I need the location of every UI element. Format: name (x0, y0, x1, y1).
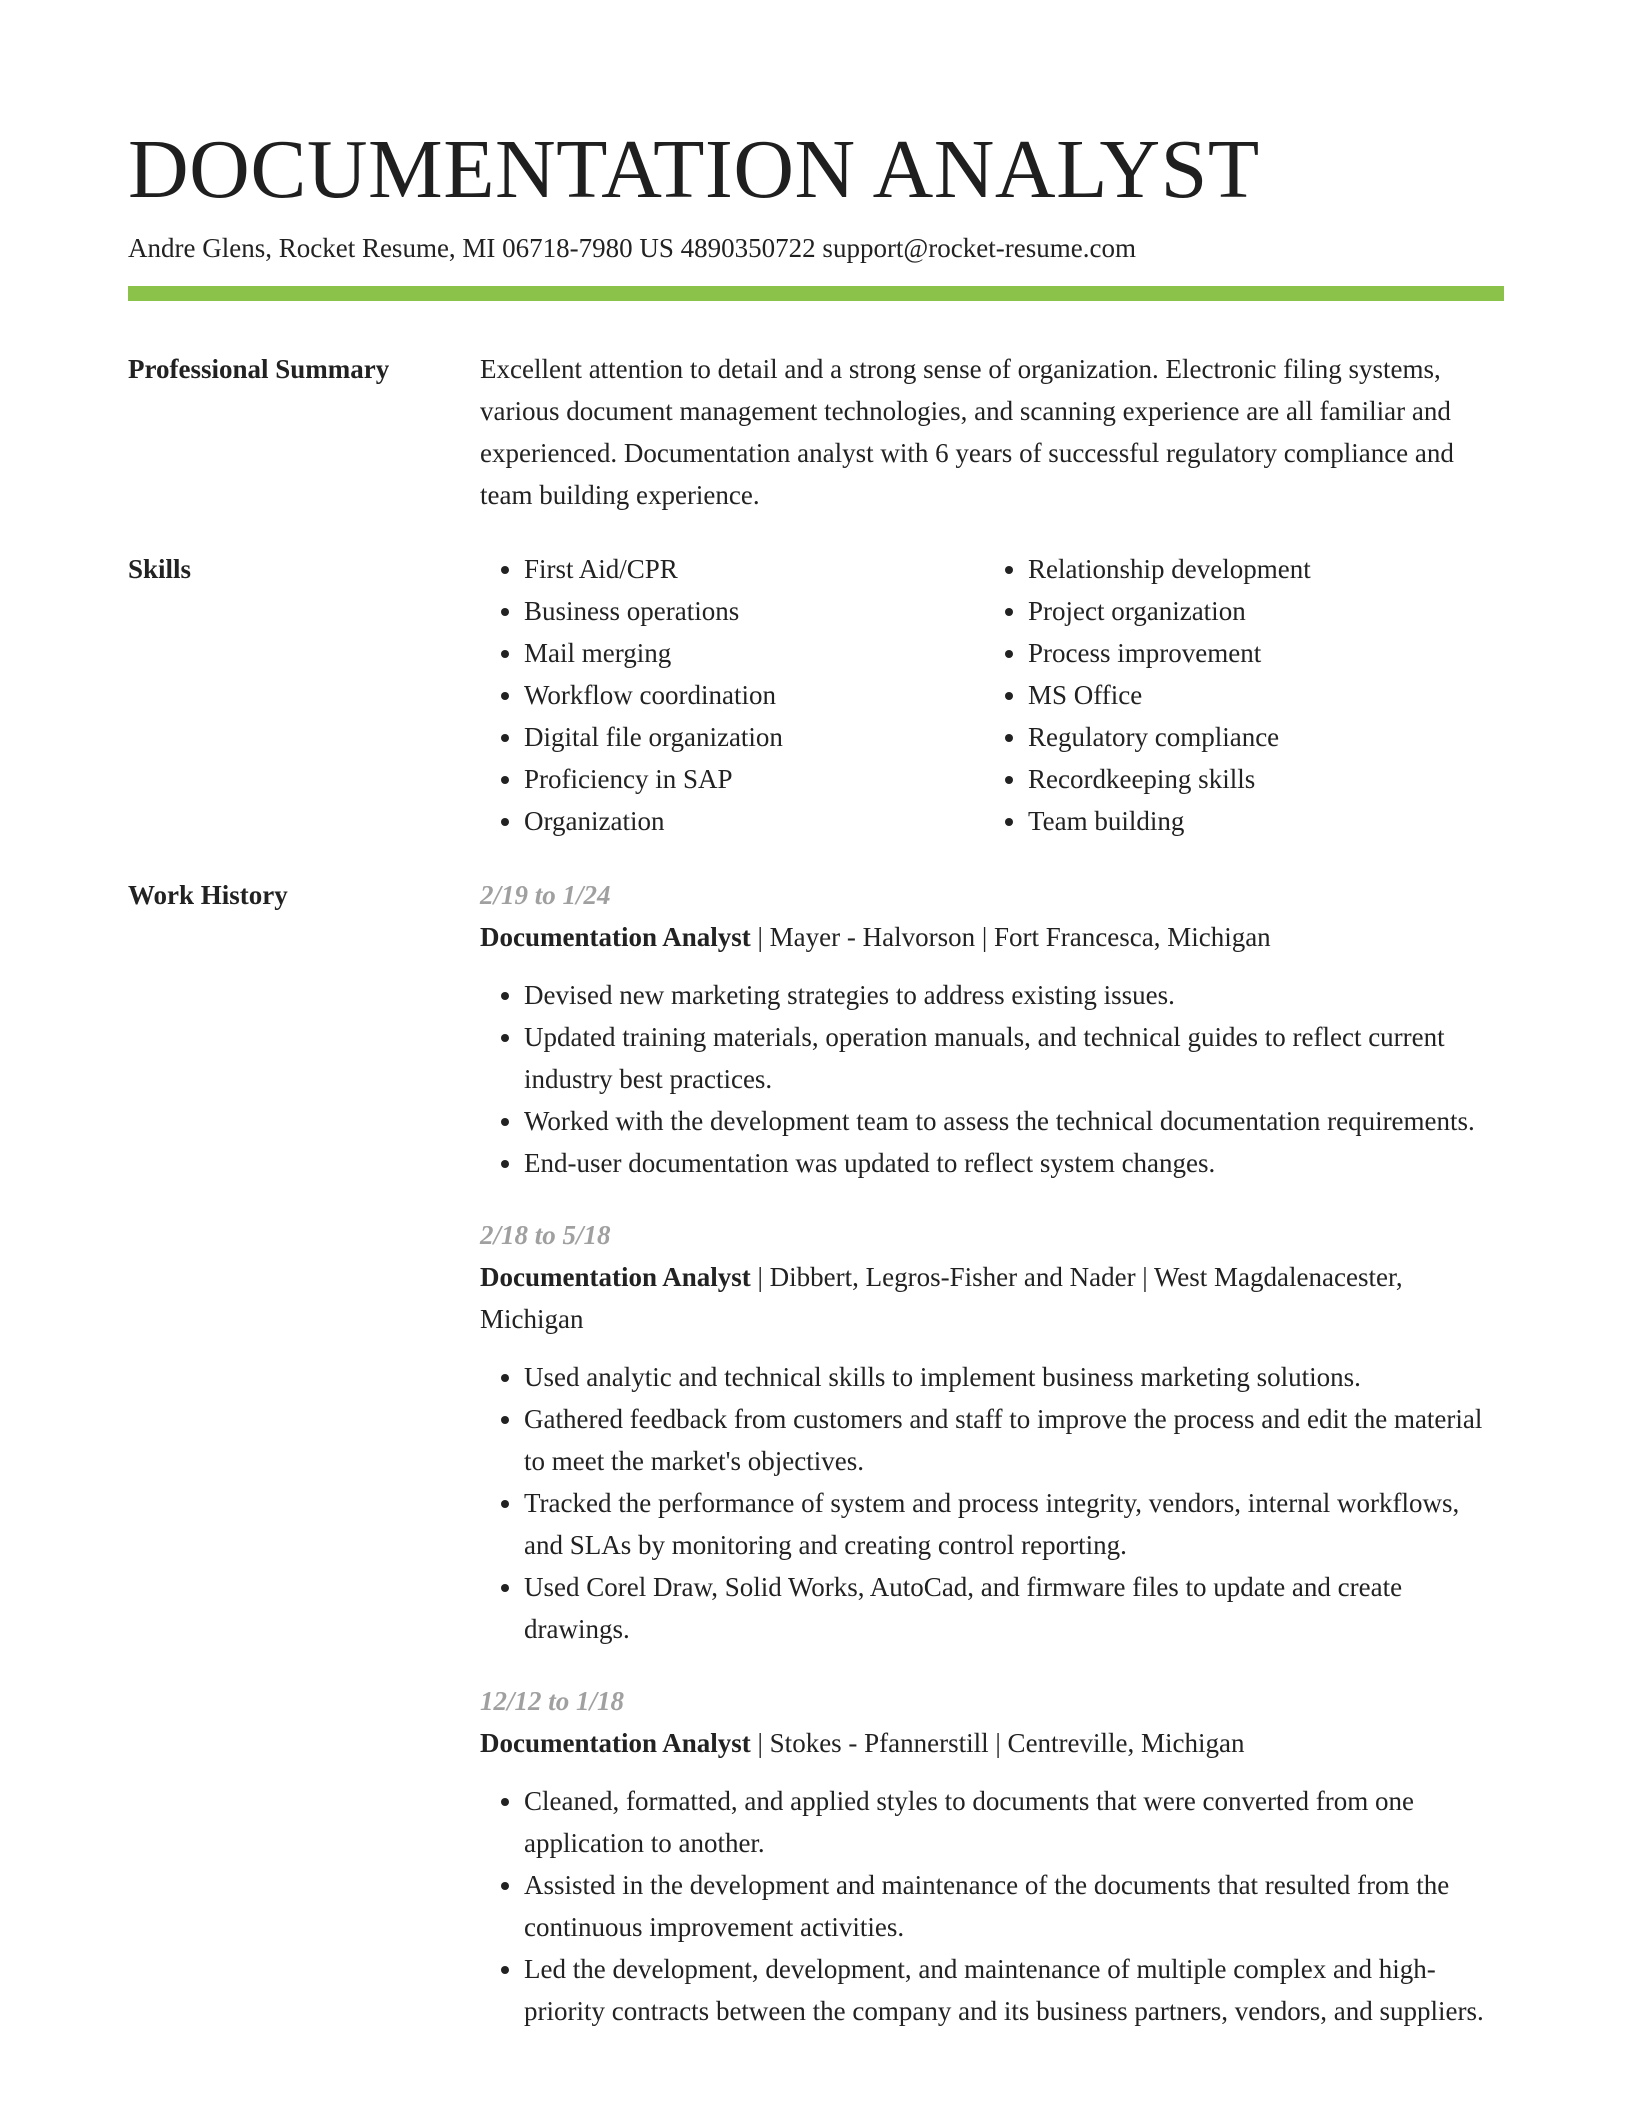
job-bullets (480, 1780, 1504, 2032)
job-details: | Dibbert, Legros-Fisher and Nader | West Magdalenacester, Michigan (480, 1262, 1403, 1334)
skills-list-right (984, 548, 1488, 842)
skill-item: • Process improvement (1028, 632, 1488, 674)
job-title: Documentation Analyst (480, 922, 751, 952)
job-title-line (480, 1722, 1504, 1764)
skill-item: • Regulatory compliance (1028, 716, 1488, 758)
job-details: | Stokes - Pfannerstill | Centreville, Michigan (750, 1728, 1245, 1758)
work-history-body (480, 874, 1504, 2062)
skill-item: • Mail merging (524, 632, 984, 674)
resume-title: DOCUMENTATION ANALYST (128, 123, 1260, 216)
job-title: Documentation Analyst (480, 1262, 751, 1292)
job-dates: 2/18 to 5/18 (480, 1220, 611, 1250)
job-entry (480, 1214, 1504, 1650)
job-title-line (480, 916, 1504, 958)
skill-item: • Business operations (524, 590, 984, 632)
job-bullet: • Assisted in the development and maintenance of the documents that resulted from the continuous improvement activities. (524, 1864, 1504, 1948)
job-title-line (480, 1256, 1504, 1340)
skills-body (480, 548, 1504, 842)
job-bullet: • Tracked the performance of system and process integrity, vendors, internal workflows, and SLAs by monitoring and creating control reporting. (524, 1482, 1504, 1566)
skill-item: • Relationship development (1028, 548, 1488, 590)
skill-item: • Proficiency in SAP (524, 758, 984, 800)
skill-item: • Recordkeeping skills (1028, 758, 1488, 800)
job-bullet: • Cleaned, formatted, and applied styles to documents that were converted from one application to another. (524, 1780, 1504, 1864)
skills-label: Skills (128, 554, 192, 584)
job-entry (480, 874, 1504, 1184)
job-bullets (480, 1356, 1504, 1650)
job-bullet: • End-user documentation was updated to reflect system changes. (524, 1142, 1504, 1184)
skill-item: • Organization (524, 800, 984, 842)
contact-line: Andre Glens, Rocket Resume, MI 06718-7980 US 4890350722 support@rocket-resume.com (128, 233, 1136, 263)
job-bullets (480, 974, 1504, 1184)
work-history-label: Work History (128, 880, 288, 910)
job-bullet: • Updated training materials, operation manuals, and technical guides to reflect current industry best practices. (524, 1016, 1504, 1100)
summary-label: Professional Summary (128, 354, 390, 384)
job-bullet: • Led the development, development, and maintenance of multiple complex and high-priority contracts between the company and its business partners, vendors, and suppliers. (524, 1948, 1504, 2032)
job-bullet: • Gathered feedback from customers and staff to improve the process and edit the material to meet the market's objectives. (524, 1398, 1504, 1482)
job-dates: 2/19 to 1/24 (480, 880, 611, 910)
job-bullet: • Devised new marketing strategies to address existing issues. (524, 974, 1504, 1016)
skill-item: • Team building (1028, 800, 1488, 842)
job-bullet: • Used Corel Draw, Solid Works, AutoCad, and firmware files to update and create drawings. (524, 1566, 1504, 1650)
job-bullet: • Worked with the development team to assess the technical documentation requirements. (524, 1100, 1504, 1142)
skill-item: • Digital file organization (524, 716, 984, 758)
skill-item: • Project organization (1028, 590, 1488, 632)
summary-text: Excellent attention to detail and a strong sense of organization. Electronic filing systems, various document management technologies, and scanning experience are all familiar and experienced. Documentation analyst with 6 years of successful regulatory compliance and team building experience. (480, 354, 1454, 510)
skill-item: • Workflow coordination (524, 674, 984, 716)
skill-item: • First Aid/CPR (524, 548, 984, 590)
job-entry (480, 1680, 1504, 2032)
skills-list-left (480, 548, 984, 842)
skill-item: • MS Office (1028, 674, 1488, 716)
job-bullet: • Used analytic and technical skills to implement business marketing solutions. (524, 1356, 1504, 1398)
job-title: Documentation Analyst (480, 1728, 751, 1758)
job-details: | Mayer - Halvorson | Fort Francesca, Michigan (750, 922, 1271, 952)
summary-body (480, 348, 1504, 516)
header-divider (128, 286, 1504, 301)
job-dates: 12/12 to 1/18 (480, 1686, 625, 1716)
